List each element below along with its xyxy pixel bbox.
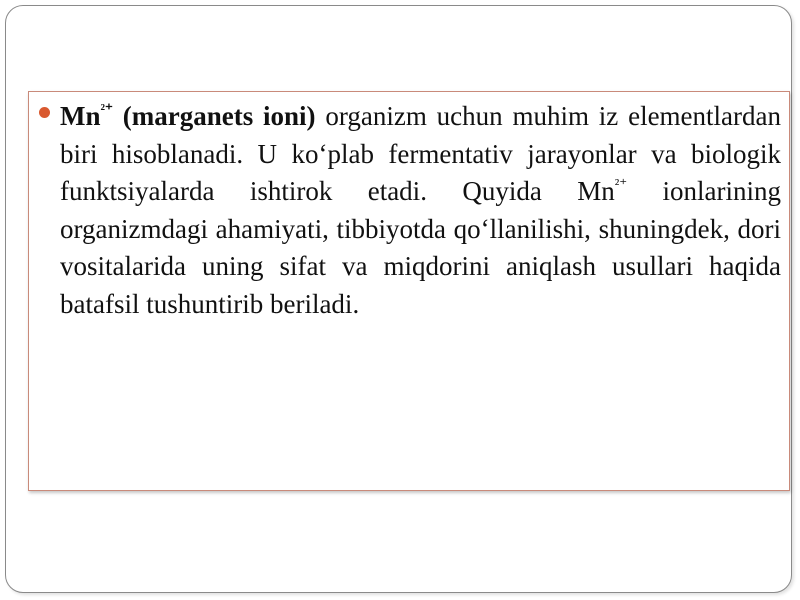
bullet-dot-icon <box>39 107 50 118</box>
ion-symbol: Mn <box>60 101 101 131</box>
paragraph-text-1: organizm uchun muhim iz elementlardan biri hisoblanadi. U ko‘plab fermentativ jarayonlar va biologik funktsiyalarda ishtirok etadi. Quyida Mn <box>60 101 782 206</box>
slide-frame <box>5 5 792 593</box>
ion-charge: ²⁺ <box>100 102 113 118</box>
ion-label <box>60 101 316 131</box>
bullet-paragraph <box>60 98 781 323</box>
content-box <box>28 91 790 491</box>
ion-name: (marganets ioni) <box>122 101 316 131</box>
ion-charge-2: ²⁺ <box>614 177 628 193</box>
paragraph-text-2: ionlarining organizmdagi ahamiyati, tibbiyotda qo‘llanilishi, shuningdek, dori vositalarida uning sifat va miqdorini aniqlash usullari haqida batafsil tushuntirib beriladi. <box>60 176 781 319</box>
